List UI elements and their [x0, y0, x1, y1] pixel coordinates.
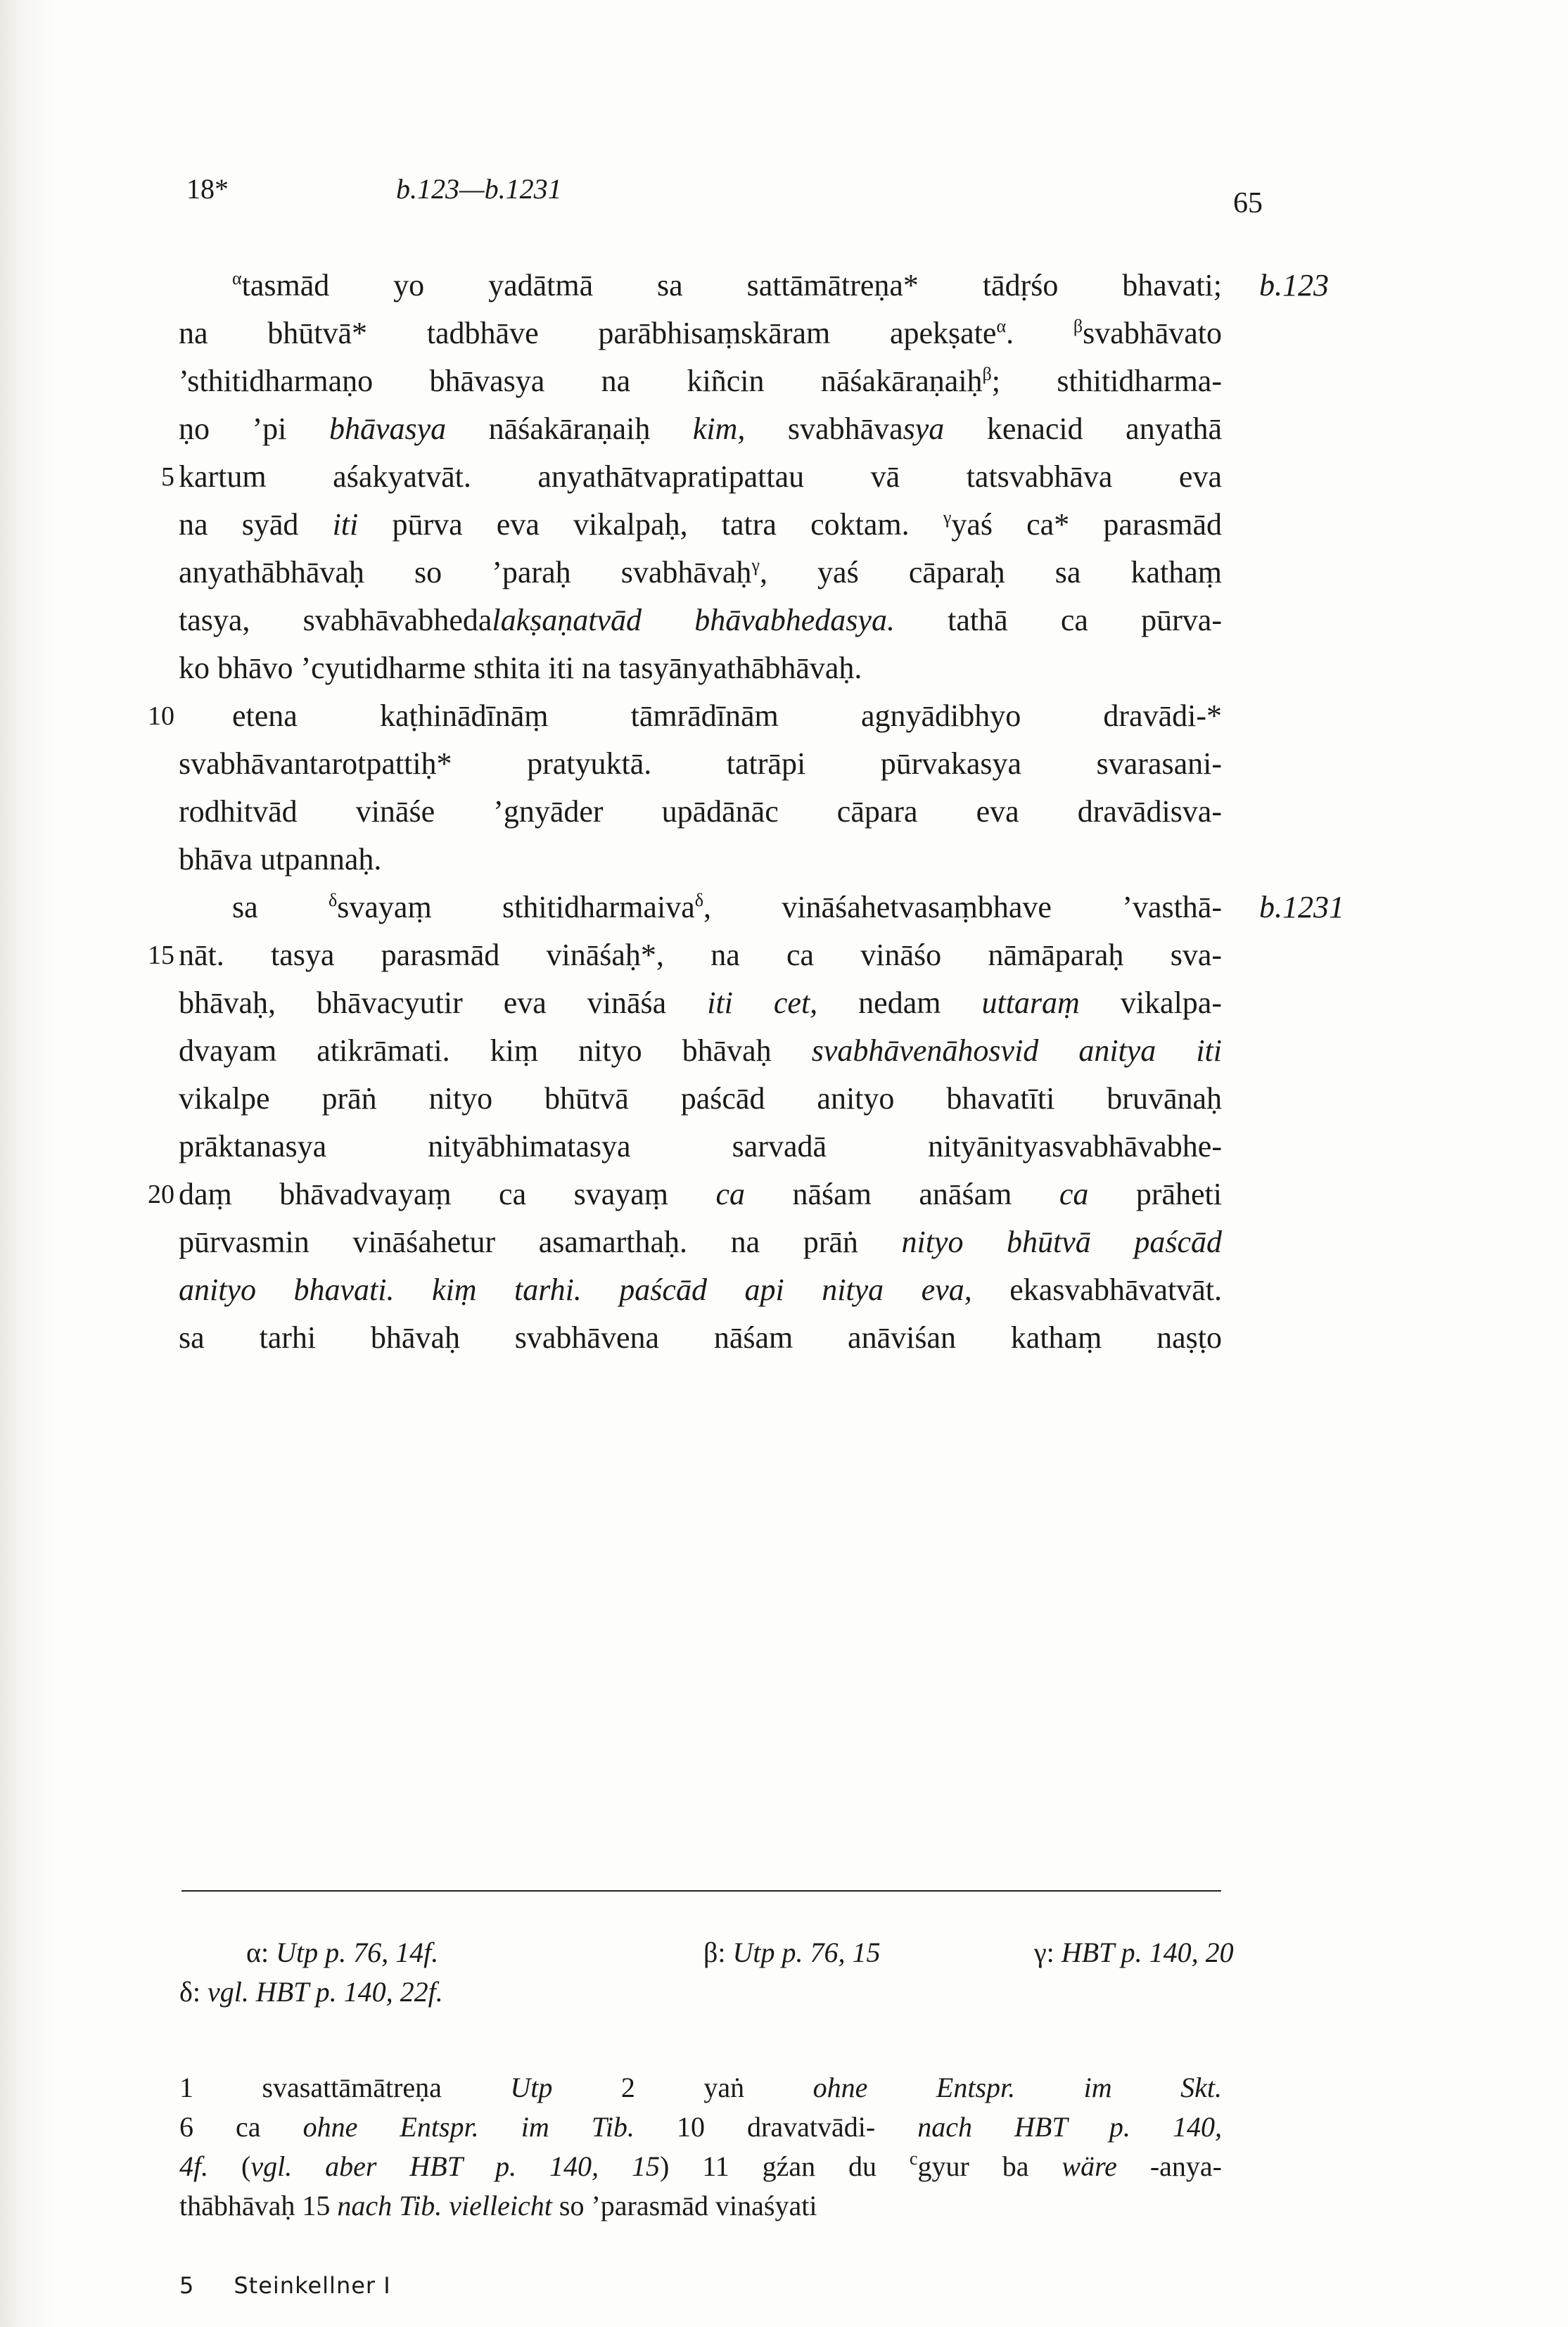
text-line-6: na syād iti pūrva eva vikalpaḥ, tatra coktam. $^\gamma$yaś ca* parasmād: [179, 507, 1222, 542]
header-range: b.123—b.1231: [396, 173, 562, 205]
text-line-12: rodhitvād vināśe ’gnyāder upādānāc cāpara eva dravādisva-: [179, 794, 1222, 829]
main-text: [0, 262, 1568, 1362]
sheet-author: Steinkellner I: [234, 2272, 391, 2299]
text-line-11: svabhāvantarotpattiḥ* pratyuktā. tatrāpi pūrvakasya svarasani-: [179, 746, 1222, 781]
sheet-number: 5: [179, 2272, 195, 2299]
running-header: [179, 172, 1263, 222]
line-number: 20: [148, 1180, 174, 1209]
text-line-5: 5 kartum aśakyatvāt. anyathātvapratipattau vā tatsvabhāva eva: [0, 453, 1568, 501]
source-alpha: α: Utp p. 76, 14f.: [246, 1937, 439, 1968]
apparatus-line: 4f. (vgl. aber HBT p. 140, 15) 11 gźan du $^c$gyur ba wäre -anya-: [179, 2148, 1222, 2182]
text-line-7: anyathābhāvaḥ so ’paraḥ svabhāvaḥ$^\gamma$, yaś cāparaḥ sa kathaṃ: [179, 555, 1222, 589]
text-line-15: 15 nāt. tasya parasmād vināśaḥ*, na ca vināśo nāmāparaḥ sva-: [0, 931, 1568, 979]
text-line-13: bhāva utpannaḥ.: [179, 842, 382, 876]
margin-ref-b123: b.123: [1259, 268, 1329, 302]
text-line-16: bhāvaḥ, bhāvacyutir eva vināśa iti cet, nedam uttaraṃ vikalpa-: [179, 986, 1222, 1020]
text-line-18: vikalpe prāṅ nityo bhūtvā paścād anityo bhavatīti bruvānaḥ: [179, 1081, 1222, 1116]
text-line-1: $^\alpha$tasmād yo yadātmā sa sattāmātreṇa* tādṛśo bhavati; b.123: [0, 262, 1568, 310]
text-line-14: sa $^\delta$svayaṃ sthitidharmaiva$^\delta$, vināśahetvasaṃbhave ’vasthā- b.1231: [0, 884, 1568, 931]
source-gamma: γ: HBT p. 140, 20: [1034, 1937, 1234, 1968]
text-line-4: ṇo ’pi bhāvasya nāśakāraṇaiḥ kim, svabhāvasya kenacid anyathā: [179, 412, 1222, 446]
text-line-21: pūrvasmin vināśahetur asamarthaḥ. na prāṅ nityo bhūtvā paścād: [179, 1225, 1222, 1259]
critical-apparatus: [179, 2068, 1222, 2226]
header-signature: 18*: [186, 173, 229, 205]
margin-ref-b1231: b.1231: [1259, 890, 1344, 924]
text-line-9: ko bhāvo ’cyutidharme sthita iti na tasyānyathābhāvaḥ.: [179, 651, 862, 685]
apparatus-line: 1 svasattāmātreṇa Utp 2 yaṅ ohne Entspr. im Skt.: [179, 2072, 1222, 2103]
text-line-23: sa tarhi bhāvaḥ svabhāvena nāśam anāviśan kathaṃ naṣṭo: [179, 1320, 1222, 1355]
line-number: 10: [148, 701, 174, 731]
source-beta: β: Utp p. 76, 15: [703, 1937, 881, 1968]
text-line-17: dvayam atikrāmati. kiṃ nityo bhāvaḥ svabhāvenāhosvid anitya iti: [179, 1033, 1222, 1068]
line-number: 5: [161, 462, 174, 492]
text-line-8: tasya, svabhāvabhedalakṣaṇatvād bhāvabhedasya. tathā ca pūrva-: [179, 603, 1222, 637]
text-line-19: prāktanasya nityābhimatasya sarvadā nityānityasvabhāvabhe-: [179, 1129, 1222, 1164]
line-number: 15: [148, 941, 174, 970]
page-number: 65: [1233, 187, 1263, 219]
apparatus-line: 6 ca ohne Entspr. im Tib. 10 dravatvādi- nach HBT p. 140,: [179, 2111, 1222, 2143]
apparatus-line: thābhāvaḥ 15 nach Tib. vielleicht so ’parasmād vinaśyati: [179, 2190, 817, 2221]
text-line-2: na bhūtvā* tadbhāve parābhisaṃskāram apekṣate$^\alpha$. $^\beta$svabhāvato: [179, 316, 1223, 350]
sheet-signature: [179, 2272, 391, 2299]
text-line-20: 20 daṃ bhāvadvayaṃ ca svayaṃ ca nāśam anāśam ca prāheti: [0, 1171, 1568, 1218]
text-line-22: anityo bhavati. kiṃ tarhi. paścād api nitya eva, ekasvabhāvatvāt.: [179, 1273, 1222, 1307]
footnote-rule: [181, 1890, 1221, 1892]
text-line-3: ’sthitidharmaṇo bhāvasya na kiñcin nāśakāraṇaiḥ$^\beta$; sthitidharma-: [179, 364, 1222, 398]
source-delta: δ: vgl. HBT p. 140, 22f.: [179, 1976, 443, 2008]
text-line-10: 10 etena kaṭhinādīnāṃ tāmrādīnām agnyādibhyo dravādi-*: [0, 692, 1568, 740]
